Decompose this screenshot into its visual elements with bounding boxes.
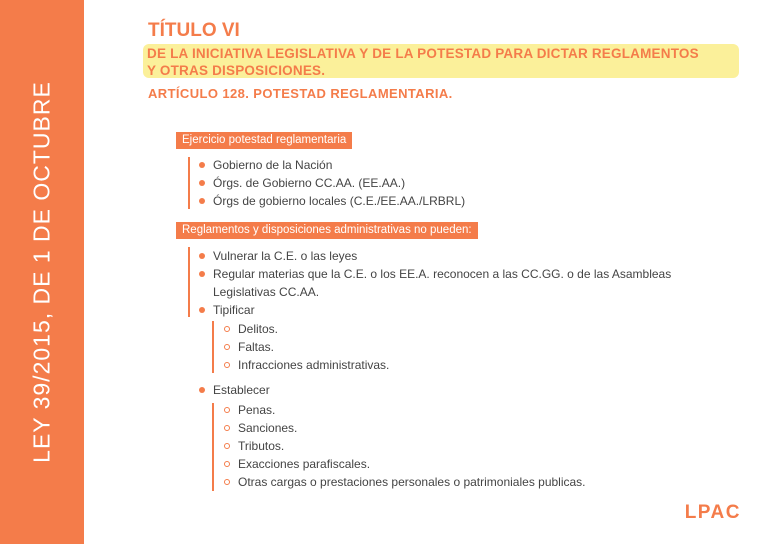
- section-label-ejercicio: Ejercicio potestad reglamentaria: [176, 132, 352, 149]
- sub-bullet-icon: [224, 344, 230, 350]
- sub-list-item: Tributos.: [238, 439, 285, 453]
- sub-bullet-icon: [224, 479, 230, 485]
- list-item-tipificar: Tipificar: [213, 303, 255, 317]
- sub-list-item: Delitos.: [238, 322, 279, 336]
- subtitle: [147, 45, 747, 79]
- section-label-no-pueden: Reglamentos y disposiciones administrativas no pueden:: [176, 222, 478, 239]
- sub-list-item: Exacciones parafiscales.: [238, 457, 371, 471]
- list-item: Gobierno de la Nación: [213, 158, 333, 172]
- sub-bullet-icon: [224, 362, 230, 368]
- sub-bullet-icon: [224, 443, 230, 449]
- sub-list-item: Sanciones.: [238, 421, 298, 435]
- sub-list-item: Infracciones administrativas.: [238, 358, 390, 372]
- bullet-icon: [199, 198, 205, 204]
- page-title: TÍTULO VI: [148, 20, 240, 41]
- sub-bullet-icon: [224, 425, 230, 431]
- bullet-icon: [199, 307, 205, 313]
- section1-bar: [188, 157, 190, 209]
- lpac-logo: LPAC: [684, 502, 741, 523]
- list-item: Órgs. de Gobierno CC.AA. (EE.AA.): [213, 176, 406, 190]
- section2-bar: [188, 247, 190, 317]
- bullet-icon: [199, 387, 205, 393]
- tipificar-bar: [212, 321, 214, 373]
- article-heading: ARTÍCULO 128. POTESTAD REGLAMENTARIA.: [148, 86, 453, 101]
- establecer-bar: [212, 403, 214, 491]
- bullet-icon: [199, 253, 205, 259]
- subtitle-line-1: DE LA INICIATIVA LEGISLATIVA Y DE LA POTESTAD PARA DICTAR REGLAMENTOS: [147, 46, 699, 61]
- sub-list-item: Faltas.: [238, 340, 275, 354]
- list-item: Regular materias que la C.E. o los EE.A. reconocen a las CC.GG. o de las Asambleas Legislativas CC.AA.: [213, 267, 672, 299]
- bullet-icon: [199, 162, 205, 168]
- sub-list-item: Otras cargas o prestaciones personales o patrimoniales publicas.: [238, 475, 586, 489]
- sub-bullet-icon: [224, 461, 230, 467]
- list-item-establecer: Establecer: [213, 383, 270, 397]
- sidebar-title: LEY 39/2015, DE 1 DE OCTUBRE: [28, 81, 55, 463]
- bullet-icon: [199, 180, 205, 186]
- bullet-icon: [199, 271, 205, 277]
- list-item: Vulnerar la C.E. o las leyes: [213, 249, 358, 263]
- sidebar: [0, 0, 84, 544]
- sub-bullet-icon: [224, 407, 230, 413]
- sub-bullet-icon: [224, 326, 230, 332]
- list-item: Órgs de gobierno locales (C.E./EE.AA./LRBRL): [213, 194, 466, 208]
- subtitle-line-2: Y OTRAS DISPOSICIONES.: [147, 63, 326, 78]
- sub-list-item: Penas.: [238, 403, 276, 417]
